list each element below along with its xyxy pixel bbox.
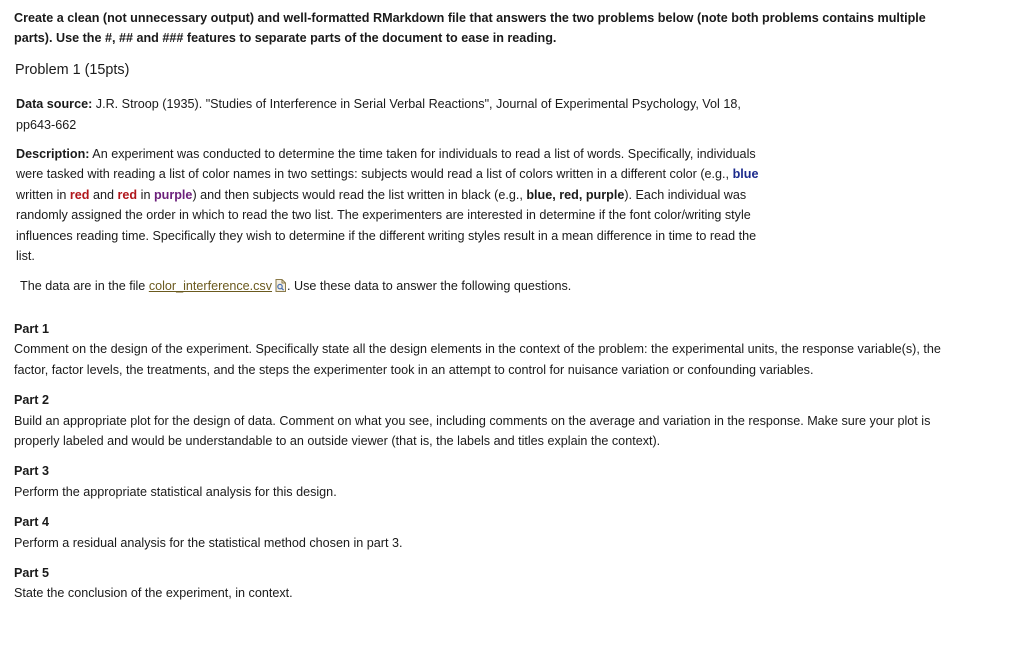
part-title: Part 1 [14,321,50,336]
instructions: Create a clean (not unnecessary output) and well-formatted RMarkdown file that answers the two problems below (note both problems contains multiple parts). Use the #, ## and ### features to separate parts of the document to ease in reading. [14,11,926,46]
part-section [14,319,964,380]
black-word-red: red [559,187,579,202]
description-text: and [89,187,118,202]
data-file-prefix: The data are in the file [20,279,149,294]
part-body: Perform the appropriate statistical analysis for this design. [14,484,337,499]
part-section [14,563,964,604]
parts-list [14,319,964,604]
black-word-blue: blue [526,187,553,202]
problem-title: Problem 1 (15pts) [15,61,130,78]
part-body: Perform a residual analysis for the statistical method chosen in part 3. [14,535,403,550]
part-body: Build an appropriate plot for the design of data. Comment on what you see, including comments on the average and variation in the response. Make sure your plot is properly labeled and would be understandable to an outside viewer (that is, the labels and titles explain the context). [14,413,931,448]
part-section [14,461,964,502]
data-file-suffix: . Use these data to answer the following questions. [287,279,572,294]
data-source-label: Data source: [16,97,93,112]
punctuation: , [578,187,583,202]
part-section [14,390,964,451]
problem-content [16,94,771,297]
description-text: written in [16,187,70,202]
description-text: ). Each individual was randomly assigned the order in which to read the two list. The experimenters are interested in determine if the font color/writing style influences reading time. Specifically they wish to determine if the different writing styles result in a mean difference in time to read the list. [16,187,757,264]
data-file-link[interactable]: color_interference.csv [148,279,273,294]
file-download-icon[interactable] [275,278,286,291]
part-title: Part 4 [14,515,50,530]
data-source [16,94,771,135]
description-label: Description: [16,147,90,162]
document [14,8,964,604]
description-text: in [137,187,154,202]
description [16,144,771,266]
part-body: State the conclusion of the experiment, in context. [14,586,293,601]
color-word-red: red [69,187,90,202]
color-word-blue: blue [732,167,759,182]
description-text: An experiment was conducted to determine the time taken for individuals to read a list of words. Specifically, individuals were tasked with reading a list of color names in two settings: subjects would read a list of colors written in a different color (e.g., [16,147,756,182]
punctuation: , [552,187,560,202]
data-file-line [20,276,771,296]
color-word-red: red [117,187,138,202]
color-word-purple: purple [153,187,193,202]
part-title: Part 2 [14,393,50,408]
black-word-purple: purple [585,187,625,202]
description-text: ) and then subjects would read the list written in black (e.g., [192,187,527,202]
part-section [14,512,964,553]
part-title: Part 5 [14,565,50,580]
part-body: Comment on the design of the experiment. Specifically state all the design elements in the context of the problem: the experimental units, the response variable(s), the factor, factor levels, the treatments, and the steps the experimenter took in an attempt to control for nuisance variation or confounding variables. [14,342,941,377]
data-source-text: J.R. Stroop (1935). "Studies of Interference in Serial Verbal Reactions", Journal of Experimental Psychology, Vol 18, pp643-662 [16,97,741,132]
part-title: Part 3 [14,464,50,479]
